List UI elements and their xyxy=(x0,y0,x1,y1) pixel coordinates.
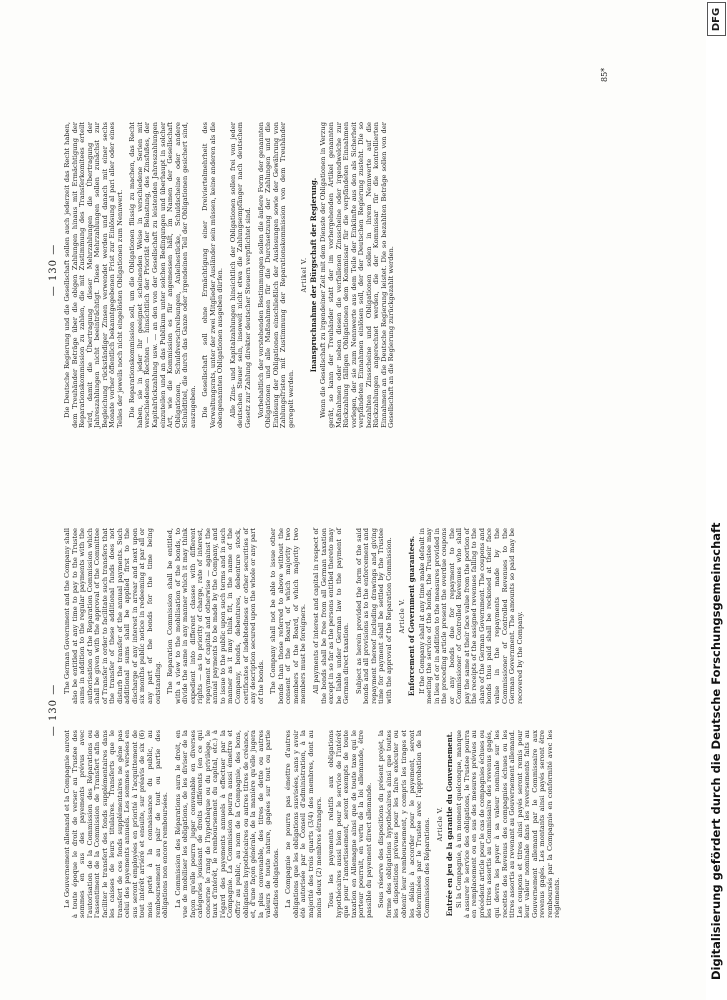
paragraph: The Company shall not be able to issue other bonds than those referred to above without the consent of the Board, of which majority two members of the Board, of which majority two members must be foreigners. xyxy=(269,528,308,704)
paragraph: The German Government and the Company shall also be entitled at any time to pay to the Trustee sums in addition to the regular payments with the authorisation of the Reparation Commission which shall be given with the approval of the Committee of Transfer in order to facilitate such transfers that the transfer of these additional funds does not disturb the transfer of the annual payments. Such additional sums shall be applied first to the discharge of any interest in arrear and next upon six months public notice in redeeming at par all or any part of the bonds for the time being outstanding. xyxy=(63,528,162,704)
paragraph: Si la Compagnie, à un moment quelconque, manque à assurer le service des obligations, le Trustee pourra en remplacement ou en sus des mesures prévues au précédent article pour le cas de compagnies échues ou les titres assortis au Commissaire des revenus gagés, qui devra les payer à sa valeur nominale sur les recettes des Revenus des compagnies échues ou les titres assortis au revenant au Gouvernement allemand. Les coupons et titres ainsi payés seront remis pour leur valeur nominale dans les reversements faits au Gouvernement allemand par le Commissaire aux revenus gagés. Les montants ainsi payés seront être remboursés par la Compagnie en conformité avec les règlements. xyxy=(455,730,562,918)
page-header-left: — 130 — xyxy=(48,683,59,737)
paragraph: Vorbehaltlich der vorstehenden Bestimmungen sollen die äußere Form der genannten Obligationen und alle Maßnahmen für die Durchsetzung der Zahlungen und die Einlösung der Obligationen einschließlich der Auslosungen sowie der Gewährung von Zahlungsfristen mit Zustimmung der Reparationskommission von dem Treuhänder geregelt werden. xyxy=(256,122,295,428)
article-title: Inanspruchnahme der Bürgschaft der Regierung. xyxy=(308,177,318,373)
paragraph: Wenn die Gesellschaft zu irgendeiner Zeit mit dem Dienste der Obligationen in Verzug gerät, so kann der Treuhänder statt der im vorhergehenden Artikel genannten Maßnahmen oder neben diesen die verfallenen Zinsscheine oder irgendwelche zur Rückzahlung fälligen Obligationen dem Kommissar für die verpfändeten Einnahmen vorlegen, der sie zum Nennwerte aus dem Teile der Einkünfte aus den als Sicherheit verpfändeten Einnahmen einlösen soll, der der Deutschen Regierung zusteht. Die so bezahlten Zinsscheine und Obligationen sollen in ihrem Nennwerte auf die Rückzahlungen angerechnet werden, die der Kommissar für die kontrollierten Einnahmen an die Deutsche Regierung leistet. Die so bezahlten Beträge sollen von der Gesellschaft an die Regierung zurückgezahlt werden. xyxy=(319,122,396,428)
paragraph: All payments of interest and capital in respect of the bonds shall be free from all German taxation except in so far as the persons entitled thereto may be liable under German law to the payment of German direct taxation. xyxy=(311,528,351,704)
paragraph: Die Deutsche Regierung und die Gesellschaft sollen auch jederzeit das Recht haben, dem Treuhänder Beträge über die obigen Zahlungen hinaus mit Ermächtigung der Reparationskommission zu zahlen, die mit Zustimmung des Transferkomitees erteilt wird, damit die Übertragung dieser Mehrzahlungen die Übertragung der Jahreszahlungen nicht beeinträchtigt. Diese Mehrzahlungen sollen zunächst zur Begleichung rückständiger Zinsen verwendet werden und danach mit einer sechs Monate vorher öffentlich bekanntgegebenen Frist zur Einlösung al pari aller oder eines Teiles der jeweils noch nicht eingelösten Obligationen zum Nennwert. xyxy=(63,122,124,428)
paragraph: La Compagnie ne pourra pas émettre d'autres obligations que les obligations susvisées, sans y avoir été autorisée par le Conseil d'administration, à la majorité des trois quarts (3/4) des membres, dont au moins deux (2) membres étrangers. xyxy=(284,730,323,918)
article-heading: Article V. xyxy=(436,806,445,842)
paragraph: Die Gesellschaft soll ohne Ermächtigung einer Dreiviertelmehrheit des Verwaltungsrats, unter der zwei Mitglieder Ausländer sein müssen, keine anderen als die obengenannten Obligationen ausgeben dürfen. xyxy=(201,122,225,428)
paragraph: Subject as herein provided the form of the said bonds and all provisions as to the enforcement and repayment thereof including drawings and giving time for payment shall be settled by the Trustee with the approval of the Reparation Commission. xyxy=(354,528,393,704)
paragraph: The Reparation Commission shall be entitled, with a view to the mobilisation of the bonds, to divide the same in any manner which it may think expedient into different classes with different rights — as to priority of charge, rate of interest, repayment of capital and otherwise — against the annual payments to be made by the Company, and to issue to the public upon such terms and in such manner as it may think fit, in the name of the Company, bonds, debentures, debenture stock, certificates of indebtedness or other securities of any description secured upon the whole or any part of the bonds. xyxy=(166,528,265,704)
article-heading: Article V. xyxy=(398,598,407,634)
dfg-logo-text: DFG xyxy=(711,7,722,31)
paragraph: Le Gouvernement allemand et la Compagnie auront à toute époque le droit de verser au Trustee des sommes en sus des payements prévus avec l'autorisation de la Commission des Réparations ou l'assentiment de la Commission de Transfert afin de faciliter le transfert des fonds supplémentaires dans les caisses de leurs titulaires. Transferts que le transfert de ces fonds supplémentaires ne gêne pas celui des payements annuels. Les sommes versées en sus seront employées en priorité à l'acquittement de tout intérêt arriéré et ensuite, sur préavis de six (6) mois porté à la connaissance du public, au remboursement au pair de tout ou partie des obligations non encore remboursées. xyxy=(63,730,170,918)
paragraph: Alle Zins- und Kapitalzahlungen hinsichtlich der Obligationen sollen frei von jeder deutschen Steuer sein, insoweit nicht etwa die Zahlungsempfänger nach deutschem Gesetz zur Zahlung direkter deutscher Steuern verpflichtet sind. xyxy=(228,122,253,428)
article-title: Enforcement of Government guarantees. xyxy=(406,535,416,697)
digitisation-notice: Digitalisierung gefördert durch die Deutsche Forschungsgemeinschaft xyxy=(709,522,723,980)
paragraph: La Commission des Réparations aura le droit, en vue de mobiliser les obligations, de les diviser de la façon qu'elle pourra juger convenable en diverses catégories jouissant de droits différents (en ce qui concerne le rang de l'hypothèque ou du privilège, le taux d'intérêt, le remboursement du capital, etc.) à l'égard des payements annuels à effectuer par la Compagnie. La Commission pourra aussi émettre et offrir au public, au nom de la Compagnie, des bons, obligations hypothécaires ou autres titres de créance, et, d'une façon générale, de la manière qu'elle jugera la plus convenable, des titres de dette ou autres valeurs de toute nature, gagées sur tout ou partie desdites obligations. xyxy=(173,730,280,918)
article-title: Entrée en jeu de la garantie du Gouvernement. xyxy=(444,731,454,917)
paragraph: Die Reparationskommission soll, um die Obligationen flüssig zu machen, das Recht haben, sie in jeder ihr geeignet scheinenden Weise in verschiedene Serien mit verschiedenen Rechten — hinsichtlich der Priorität der Belastung, des Zinsfußes, der Kapitalrückzahlung usw. — an den von der Gesellschaft zu leistenden Jahreszahlungen einzuteilen und an das Publikum unter solchen Bedingungen und überhaupt in solcher Art, wie die Kommission es für angemessen hält, im Namen der Gesellschaft Obligationen, Schuldverschreibungen, Anleihestücke, Schuldscheine oder andere Schuldtitel, die durch das Ganze oder irgendeinen Teil der Obligationen gesichert sind, auszugeben. xyxy=(128,122,197,428)
article-heading: Artikel V. xyxy=(300,257,309,293)
page-mark: 85* xyxy=(600,67,609,82)
english-column xyxy=(64,528,692,704)
paragraph: Tous les payements relatifs aux obligations hypothécaires aussi bien pour le service de l'intérêt que pour l'amortissement, seront exempts de toute taxation en Allemagne ainsi que de toute taxe qui le porteur pourrait, en vertu de la loi allemande, être passible du payement direct allemande. xyxy=(327,730,373,918)
paragraph: If the Company shall at any time make default in meeting the service of the bonds, the Trustee may in lieu of or in addition to the measures provided in the preceding article present the overdue coupons or any bonds due for repayment to the Commissioner of Controlled Revenues who shall pay the same at their face value from the portion of the receipts of the assigned revenues falling to the share of the German Government. The coupons and bonds thus paid shall be reckoned at their face value in the repayments made by the Commissioner of Controlled Revenues to the German Government. The amounts so paid may be recovered by the Company. xyxy=(417,528,524,704)
page-header-right: — 130 — xyxy=(48,243,59,297)
paragraph: Sous réserve des dispositions du présent projet, la forme des obligations hypothécaires ainsi que toutes les dispositions prévues pour les faire exécuter ou obtenir leur remboursement, y compris les tirages et les délais à accorder pour le payement, seront déterminées par le Trustee avec l'approbation de la Commission des Réparations. xyxy=(377,730,431,918)
german-column xyxy=(64,122,692,428)
french-column xyxy=(64,730,692,918)
